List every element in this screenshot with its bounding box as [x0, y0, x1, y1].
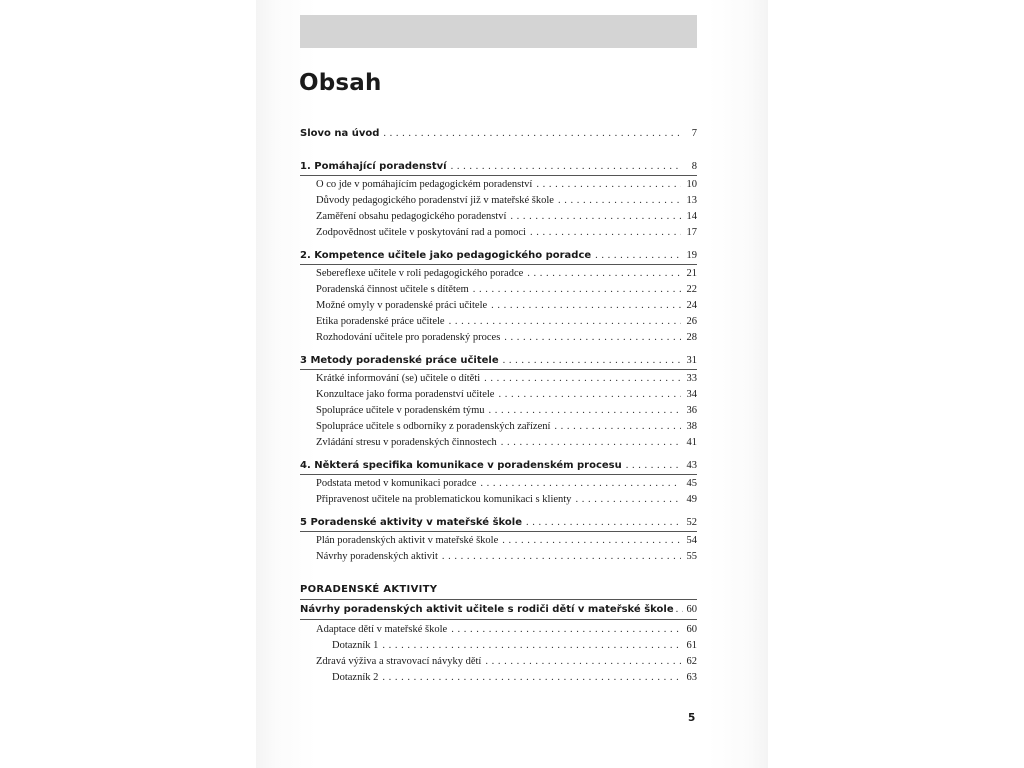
leader-dots	[473, 284, 681, 295]
toc-entry-page: 36	[686, 405, 697, 416]
toc-entry[interactable]	[300, 656, 697, 667]
toc-entry[interactable]	[300, 624, 697, 635]
toc-chapter-page: 19	[686, 250, 697, 261]
toc-entry-label: Zaměření obsahu pedagogického poradenství	[316, 211, 507, 222]
toc-entry[interactable]	[300, 211, 697, 222]
toc-entry[interactable]	[300, 179, 697, 190]
toc-entry-page: 14	[686, 211, 697, 222]
leader-dots	[449, 316, 681, 327]
toc-chapter-label: 3 Metody poradenské práce učitele	[300, 355, 499, 366]
toc-entry-intro[interactable]	[300, 128, 697, 139]
leader-dots	[382, 672, 681, 683]
toc-entry-label: Důvody pedagogického poradenství již v mateřské škole	[316, 195, 554, 206]
toc-entry-label: Zdravá výživa a stravovací návyky dětí	[316, 656, 482, 667]
toc-entry[interactable]	[300, 300, 697, 311]
toc-chapter-3[interactable]	[300, 355, 697, 366]
toc-entry-page: 49	[686, 494, 697, 505]
toc-entry-label: Dotazník 1	[332, 640, 379, 651]
toc-entry-page: 21	[686, 268, 697, 279]
leader-dots	[536, 179, 681, 190]
leader-dots	[504, 332, 681, 343]
toc-chapter-label: 5 Poradenské aktivity v mateřské škole	[300, 517, 522, 528]
toc-entry-page: 63	[686, 672, 697, 683]
toc-chapter-page: 43	[686, 460, 697, 471]
toc-entry-page: 60	[686, 624, 697, 635]
page-number: 5	[688, 712, 696, 724]
leader-dots	[501, 437, 681, 448]
toc-entry[interactable]	[300, 640, 697, 651]
toc-entry[interactable]	[300, 389, 697, 400]
toc-entry[interactable]	[300, 373, 697, 384]
toc-entry[interactable]	[300, 535, 697, 546]
toc-entry-page: 28	[686, 332, 697, 343]
toc-entry-page: 61	[686, 640, 697, 651]
toc-chapter-page: 31	[686, 355, 697, 366]
toc-entry[interactable]	[300, 494, 697, 505]
toc-entry-label: Podstata metod v komunikaci poradce	[316, 478, 477, 489]
toc-entry-label: Plán poradenských aktivit v mateřské škole	[316, 535, 499, 546]
toc-entry-page: 17	[686, 227, 697, 238]
toc-entry[interactable]	[300, 316, 697, 327]
leader-dots	[451, 624, 681, 635]
leader-dots	[510, 211, 681, 222]
toc-entry-label: O co jde v pomáhajícím pedagogickém poradenství	[316, 179, 533, 190]
toc-entry-label: Krátké informování (se) učitele o dítěti	[316, 373, 481, 384]
leader-dots	[626, 460, 681, 471]
toc-entry-label: Konzultace jako forma poradenství učitele	[316, 389, 495, 400]
toc-entry[interactable]	[300, 478, 697, 489]
page-background	[256, 0, 768, 768]
chapter-rule	[300, 264, 697, 265]
toc-entry-label: Připravenost učitele na problematickou komunikaci s klienty	[316, 494, 572, 505]
toc-chapter-label: Návrhy poradenských aktivit učitele s rodiči dětí v mateřské škole	[300, 604, 674, 615]
toc-chapter-label: 2. Kompetence učitele jako pedagogického poradce	[300, 250, 592, 261]
toc-entry-label: Spolupráce učitele v poradenském týmu	[316, 405, 485, 416]
toc-entry[interactable]	[300, 268, 697, 279]
chapter-rule	[300, 619, 697, 620]
section-rule	[300, 599, 697, 600]
leader-dots	[502, 535, 681, 546]
toc-chapter-page: 8	[691, 161, 697, 172]
chapter-rule	[300, 531, 697, 532]
toc-entry-page: 33	[686, 373, 697, 384]
toc-entry-page: 26	[686, 316, 697, 327]
leader-dots	[491, 300, 681, 311]
leader-dots	[382, 640, 681, 651]
leader-dots	[498, 389, 681, 400]
toc-chapter-label: 4. Některá specifika komunikace v poradenském procesu	[300, 460, 622, 471]
leader-dots	[451, 161, 681, 172]
toc-chapter-2[interactable]	[300, 250, 697, 261]
leader-dots	[503, 355, 681, 366]
leader-dots	[485, 656, 681, 667]
toc-entry-page: 45	[686, 478, 697, 489]
toc-entry-label: Zodpovědnost učitele v poskytování rad a pomoci	[316, 227, 526, 238]
leader-dots	[442, 551, 681, 562]
toc-entry-label: Spolupráce učitele s odborníky z poradenských zařízení	[316, 421, 551, 432]
toc-entry[interactable]	[300, 227, 697, 238]
toc-entry-label: Možné omyly v poradenské práci učitele	[316, 300, 488, 311]
chapter-rule	[300, 175, 697, 176]
chapter-rule	[300, 369, 697, 370]
leader-dots	[383, 128, 681, 139]
toc-chapter-5[interactable]	[300, 517, 697, 528]
leader-dots	[595, 250, 681, 261]
toc-chapter-4[interactable]	[300, 460, 697, 471]
toc-chapter-1[interactable]	[300, 161, 697, 172]
toc-entry[interactable]	[300, 405, 697, 416]
toc-entry-label: Adaptace dětí v mateřské škole	[316, 624, 448, 635]
toc-entry-page: 54	[686, 535, 697, 546]
toc-entry-page: 22	[686, 284, 697, 295]
leader-dots	[575, 494, 681, 505]
leader-dots	[676, 604, 683, 615]
toc-entry-label: Sebereflexe učitele v roli pedagogického poradce	[316, 268, 524, 279]
toc-entry-label: Poradenská činnost učitele s dítětem	[316, 284, 469, 295]
toc-entry-page: 10	[686, 179, 697, 190]
toc-entry-label: Slovo na úvod	[300, 128, 380, 139]
toc-chapter-label: 1. Pomáhající poradenství	[300, 161, 447, 172]
leader-dots	[527, 268, 681, 279]
toc-entry[interactable]	[300, 437, 697, 448]
toc-entry[interactable]	[300, 332, 697, 343]
toc-entry[interactable]	[300, 551, 697, 562]
toc-entry-page: 7	[691, 128, 697, 139]
toc-entry-label: Dotazník 2	[332, 672, 379, 683]
toc-entry-page: 62	[686, 656, 697, 667]
toc-entry[interactable]	[300, 672, 697, 683]
toc-entry-page: 41	[686, 437, 697, 448]
toc-entry-page: 34	[686, 389, 697, 400]
header-bar	[300, 15, 697, 48]
leader-dots	[484, 373, 681, 384]
toc-entry-label: Návrhy poradenských aktivit	[316, 551, 438, 562]
chapter-rule	[300, 474, 697, 475]
page-title: Obsah	[299, 70, 382, 96]
toc-activities-heading[interactable]	[300, 604, 697, 615]
toc-entry-label: Zvládání stresu v poradenských činnostech	[316, 437, 497, 448]
leader-dots	[526, 517, 681, 528]
leader-dots	[489, 405, 681, 416]
toc-entry-page: 24	[686, 300, 697, 311]
toc-chapter-page: 60	[686, 604, 697, 615]
toc-entry-page: 38	[686, 421, 697, 432]
leader-dots	[480, 478, 681, 489]
leader-dots	[554, 421, 681, 432]
toc-entry-page: 55	[686, 551, 697, 562]
toc-entry-page: 13	[686, 195, 697, 206]
leader-dots	[558, 195, 681, 206]
toc-entry[interactable]	[300, 195, 697, 206]
toc-entry-label: Etika poradenské práce učitele	[316, 316, 445, 327]
leader-dots	[530, 227, 681, 238]
toc-entry[interactable]	[300, 284, 697, 295]
section-heading: PORADENSKÉ AKTIVITY	[300, 584, 438, 595]
toc-chapter-page: 52	[686, 517, 697, 528]
toc-entry[interactable]	[300, 421, 697, 432]
toc-entry-label: Rozhodování učitele pro poradenský proces	[316, 332, 501, 343]
